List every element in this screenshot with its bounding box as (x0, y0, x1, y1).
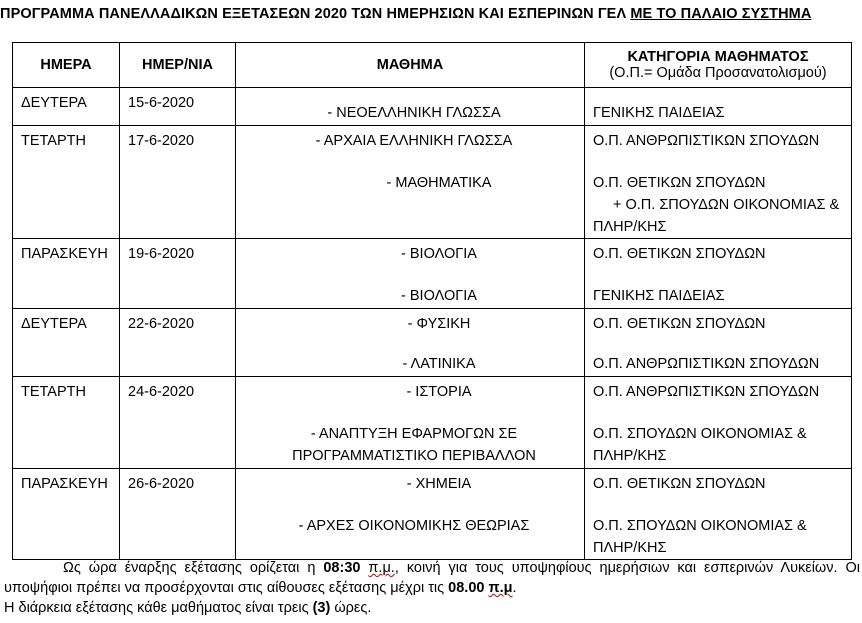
row-day: ΤΕΤΑΡΤΗ (21, 384, 86, 400)
row-category: ΓΕΝΙΚΗΣ ΠΑΙΔΕΙΑΣ (593, 105, 725, 121)
row-subject: - ΦΥΣΙΚΗ (407, 316, 471, 332)
header-subject: ΜΑΘΗΜΑ (236, 43, 585, 88)
table-row (13, 469, 852, 560)
row-date: 22-6-2020 (128, 316, 195, 332)
row-subject: - ΝΕΟΕΛΛΗΝΙΚΗ ΓΛΩΣΣΑ (327, 105, 501, 121)
row-day: ΔΕΥΤΕΡΑ (21, 316, 87, 332)
row-date: 15-6-2020 (128, 95, 195, 111)
note-text: Ως ώρα έναρξης εξέτασης ορίζεται η (63, 560, 324, 576)
table-header-row (13, 43, 852, 88)
header-day: ΗΜΕΡΑ (13, 43, 120, 88)
row-subject: ΠΡΟΓΡΑΜΜΑΤΙΣΤΙΚΟ ΠΕΡΙΒΑΛΛΟΝ (292, 448, 536, 464)
row-date: 24-6-2020 (128, 384, 195, 400)
row-category: Ο.Π. ΘΕΤΙΚΩΝ ΣΠΟΥΔΩΝ (593, 316, 766, 332)
row-day: ΔΕΥΤΕΡΑ (21, 95, 87, 111)
row-subject: - ΑΝΑΠΤΥΞΗ ΕΦΑΡΜΟΓΩΝ ΣΕ (310, 426, 518, 442)
note-text: Η διάρκεια εξέτασης κάθε μαθήματος είναι τρεις (4, 600, 313, 616)
row-subject: - ΒΙΟΛΟΓΙΑ (401, 288, 477, 304)
row-subject: - ΙΣΤΟΡΙΑ (406, 384, 472, 400)
am-abbrev: π.μ. (368, 560, 395, 576)
table-row (13, 309, 852, 377)
duration-note (4, 598, 860, 618)
row-day: ΠΑΡΑΣΚΕΥΗ (21, 476, 108, 492)
row-subject: - ΑΡΧΑΙΑ ΕΛΛΗΝΙΚΗ ΓΛΩΣΣΑ (315, 133, 513, 149)
arrival-time: 08.00 (448, 580, 485, 596)
row-date: 26-6-2020 (128, 476, 195, 492)
am-abbrev: π.μ (488, 580, 513, 596)
exam-schedule-table (12, 42, 852, 560)
row-category: Ο.Π. ΘΕΤΙΚΩΝ ΣΠΟΥΔΩΝ (593, 246, 766, 262)
title-underlined: ΜΕ ΤΟ ΠΑΛΑΙΟ ΣΥΣΤΗΜΑ (630, 6, 812, 22)
page-title (0, 6, 862, 22)
row-category: Ο.Π. ΣΠΟΥΔΩΝ ΟΙΚΟΝΟΜΙΑΣ & (593, 426, 807, 442)
row-category: ΠΛΗΡ/ΚΗΣ (593, 448, 667, 464)
note-text: . (512, 580, 517, 596)
row-category: ΓΕΝΙΚΗΣ ΠΑΙΔΕΙΑΣ (593, 288, 725, 304)
exam-notes (4, 558, 860, 618)
row-category: Ο.Π. ΑΝΘΡΩΠΙΣΤΙΚΩΝ ΣΠΟΥΔΩΝ (593, 384, 820, 400)
table-row (13, 126, 852, 239)
row-date: 19-6-2020 (128, 246, 195, 262)
row-subject: - ΒΙΟΛΟΓΙΑ (401, 246, 477, 262)
row-category: Ο.Π. ΘΕΤΙΚΩΝ ΣΠΟΥΔΩΝ (593, 476, 766, 492)
row-subject: - ΑΡΧΕΣ ΟΙΚΟΝΟΜΙΚΗΣ ΘΕΩΡΙΑΣ (298, 518, 530, 534)
header-date: ΗΜΕΡ/ΝΙΑ (120, 43, 236, 88)
row-category: Ο.Π. ΣΠΟΥΔΩΝ ΟΙΚΟΝΟΜΙΑΣ & (593, 518, 807, 534)
row-category: Ο.Π. ΑΝΘΡΩΠΙΣΤΙΚΩΝ ΣΠΟΥΔΩΝ (593, 356, 820, 372)
row-date: 17-6-2020 (128, 133, 195, 149)
row-subject: - ΜΑΘΗΜΑΤΙΚΑ (386, 175, 492, 191)
note-text: , κοινή για τους υποψηφίους ημερήσιων και εσπερινών Λυκείων. Οι υποψήφιοι πρέπει να προσέρχονται στις αίθουσες εξέτασης μέχρι τις (4, 560, 860, 596)
header-category-note: (Ο.Π.= Ομάδα Προσανατολισμού) (609, 65, 827, 81)
row-category: Ο.Π. ΑΝΘΡΩΠΙΣΤΙΚΩΝ ΣΠΟΥΔΩΝ (593, 133, 820, 149)
row-category: Ο.Π. ΘΕΤΙΚΩΝ ΣΠΟΥΔΩΝ (593, 175, 766, 191)
table-row (13, 239, 852, 309)
row-category: + Ο.Π. ΣΠΟΥΔΩΝ ΟΙΚΟΝΟΜΙΑΣ & (613, 197, 840, 213)
row-day: ΤΕΤΑΡΤΗ (21, 133, 86, 149)
header-category-title: ΚΑΤΗΓΟΡΙΑ ΜΑΘΗΜΑΤΟΣ (627, 49, 809, 65)
start-time-note (4, 558, 860, 598)
table-row (13, 88, 852, 126)
table-row (13, 377, 852, 469)
row-category: ΠΛΗΡ/ΚΗΣ (593, 540, 667, 556)
row-subject: - ΛΑΤΙΝΙΚΑ (402, 356, 476, 372)
row-day: ΠΑΡΑΣΚΕΥΗ (21, 246, 108, 262)
row-category: ΠΛΗΡ/ΚΗΣ (593, 219, 667, 235)
row-subject: - ΧΗΜΕΙΑ (406, 476, 472, 492)
duration-hours: (3) (312, 600, 331, 616)
header-category (585, 43, 852, 88)
start-time: 08:30 (323, 560, 361, 576)
note-text: ώρες. (330, 600, 372, 616)
title-main: ΠΡΟΓΡΑΜΜΑ ΠΑΝΕΛΛΑΔΙΚΩΝ ΕΞΕΤΑΣΕΩΝ 2020 ΤΩΝ ΗΜΕΡΗΣΙΩΝ ΚΑΙ ΕΣΠΕΡΙΝΩΝ ΓΕΛ (0, 6, 627, 22)
